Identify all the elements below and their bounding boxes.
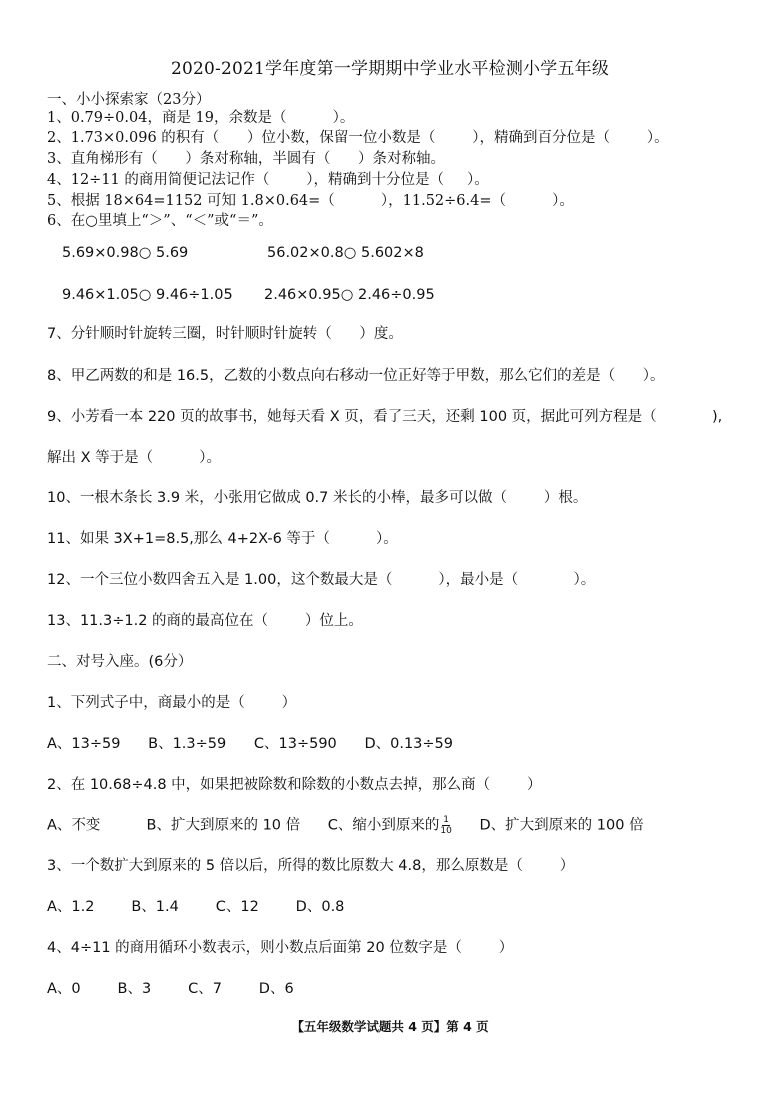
compare-item-a1: 5.69×0.98○ 5.69 bbox=[62, 245, 189, 261]
question-2-4: 4、4÷11 的商用循环小数表示，则小数点后面第 20 位数字是（ ） bbox=[47, 940, 514, 956]
question-1-3: 3、直角梯形有（ ）条对称轴，半圆有（ ）条对称轴。 bbox=[47, 151, 446, 167]
section1-heading: 一、小小探索家（23分） bbox=[47, 92, 211, 108]
question-1-9-continued: 解出 X 等于是（ ）。 bbox=[47, 450, 221, 466]
question-1-5: 5、根据 18×64=1152 可知 1.8×0.64=（ ），11.52÷6.4=（ ）。 bbox=[47, 193, 574, 209]
question-2-1: 1、下列式子中，商最小的是（ ） bbox=[47, 695, 297, 711]
fraction-numerator: 1 bbox=[443, 815, 449, 825]
page-title: 2020-2021学年度第一学期期中学业水平检测小学五年级 bbox=[170, 59, 610, 79]
question-1-10: 10、一根木条长 3.9 米，小张用它做成 0.7 米长的小棒，最多可以做（ ）根。 bbox=[47, 490, 588, 506]
page-footer: 【五年级数学试题共 4 页】第 4 页 bbox=[291, 1019, 489, 1034]
question-1-1: 1、0.79÷0.04，商是 19，余数是（ ）。 bbox=[47, 110, 355, 126]
question-1-8: 8、甲乙两数的和是 16.5，乙数的小数点向右移动一位正好等于甲数，那么它们的差是（ ）。 bbox=[47, 368, 665, 384]
question-2-2-options-end: D、扩大到原来的 100 倍 bbox=[451, 817, 644, 834]
question-1-7: 7、分针顺时针旋转三圈，时针顺时针旋转（ ）度。 bbox=[47, 326, 403, 342]
question-1-2: 2、1.73×0.096 的积有（ ）位小数，保留一位小数是（ ），精确到百分位是（ ）。 bbox=[47, 130, 669, 146]
fraction-denominator: 10 bbox=[440, 826, 452, 836]
question-2-1-options: A、13÷59 B、1.3÷59 C、13÷590 D、0.13÷59 bbox=[47, 736, 453, 752]
question-2-2-options-text: A、不变 B、扩大到原来的 10 倍 C、缩小到原来的 bbox=[47, 817, 440, 834]
question-2-3: 3、一个数扩大到原来的 5 倍以后，所得的数比原数大 4.8，那么原数是（ ） bbox=[47, 858, 575, 874]
question-2-4-options: A、0 B、3 C、7 D、6 bbox=[47, 981, 294, 997]
question-1-4: 4、12÷11 的商用简便记法记作（ ），精确到十分位是（ ）。 bbox=[47, 172, 489, 188]
fraction-one-tenth bbox=[440, 815, 451, 836]
compare-item-b1: 9.46×1.05○ 9.46÷1.05 bbox=[62, 287, 233, 303]
compare-item-b2: 2.46×0.95○ 2.46÷0.95 bbox=[264, 287, 435, 303]
question-1-12: 12、一个三位小数四舍五入是 1.00，这个数最大是（ ），最小是（ ）。 bbox=[47, 572, 596, 588]
question-1-9: 9、小芳看一本 220 页的故事书，她每天看 X 页，看了三天，还剩 100 页，据此可列方程是（ ), bbox=[47, 409, 723, 425]
question-1-6: 6、在○里填上“＞”、“＜”或“＝”。 bbox=[47, 213, 273, 229]
question-1-11: 11、如果 3X+1=8.5,那么 4+2X-6 等于（ ）。 bbox=[47, 531, 398, 547]
section2-heading: 二、对号入座。(6分） bbox=[47, 654, 193, 670]
question-2-2: 2、在 10.68÷4.8 中，如果把被除数和除数的小数点去掉，那么商（ ） bbox=[47, 777, 542, 793]
compare-item-a2: 56.02×0.8○ 5.602×8 bbox=[267, 245, 424, 261]
question-2-2-options bbox=[47, 815, 644, 836]
question-1-13: 13、11.3÷1.2 的商的最高位在（ ）位上。 bbox=[47, 613, 363, 629]
question-2-3-options: A、1.2 B、1.4 C、12 D、0.8 bbox=[47, 899, 345, 915]
